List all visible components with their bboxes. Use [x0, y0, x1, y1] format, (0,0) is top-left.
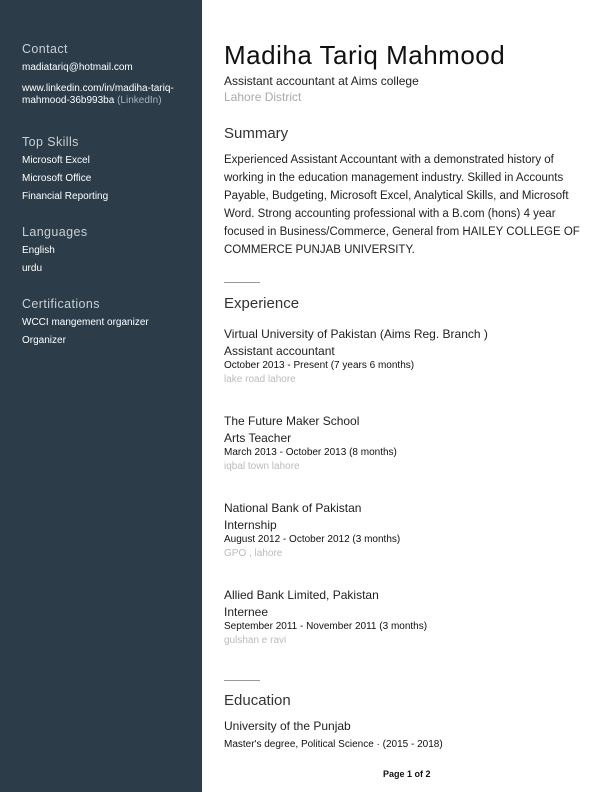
- experience-location: GPO , lahore: [224, 548, 283, 559]
- linkedin-link[interactable]: [22, 83, 197, 107]
- experience-org: Allied Bank Limited, Pakistan: [224, 588, 379, 602]
- linkedin-url-line1: www.linkedin.com/in/madiha-tariq-: [22, 83, 174, 94]
- experience-location: gulshan e ravi: [224, 635, 287, 646]
- experience-role: Internship: [224, 518, 277, 532]
- skill-item: Financial Reporting: [22, 191, 109, 202]
- certifications-section: [22, 297, 197, 353]
- experience-dates: August 2012 - October 2012 (3 months): [224, 534, 401, 545]
- section-divider: [224, 282, 260, 283]
- experience-dates: September 2011 - November 2011 (3 months): [224, 621, 428, 632]
- education-school: University of the Punjab: [224, 719, 351, 733]
- language-item: urdu: [22, 263, 43, 274]
- person-name: Madiha Tariq Mahmood: [224, 40, 506, 70]
- contact-section: [22, 42, 197, 113]
- experience-role: Arts Teacher: [224, 431, 292, 445]
- section-divider: [224, 680, 260, 681]
- language-item: English: [22, 245, 55, 256]
- education-degree: Master's degree, Political Science · (2015 - 2018): [224, 739, 443, 750]
- summary-text: Experienced Assistant Accountant with a demonstrated history of working in the education management industry. Skilled in Accounts Payable, Budgeting, Microsoft Excel, Analytical Skills, and Microsoft Word. Strong accounting professional with a B.com (hons) 4 year focused in Business/Commerce, General from HAILEY COLLEGE OF COMMERCE PUNJAB UNIVERSITY.: [224, 154, 580, 256]
- experience-location: iqbal town lahore: [224, 461, 300, 472]
- top-skills-heading: Top Skills: [22, 135, 79, 149]
- email-link[interactable]: madiatariq@hotmail.com: [22, 62, 133, 73]
- certification-item: WCCI mangement organizer: [22, 317, 149, 328]
- summary-heading: Summary: [224, 125, 289, 142]
- page-number: Page 1 of 2: [383, 769, 431, 779]
- experience-org: Virtual University of Pakistan (Aims Reg. Branch ): [224, 327, 488, 341]
- certification-item: Organizer: [22, 335, 66, 346]
- experience-org: The Future Maker School: [224, 414, 360, 428]
- sidebar: [0, 0, 202, 792]
- languages-section: [22, 225, 197, 281]
- experience-role: Assistant accountant: [224, 344, 335, 358]
- top-skills-section: [22, 135, 197, 209]
- experience-heading: Experience: [224, 295, 300, 312]
- location: Lahore District: [224, 90, 302, 104]
- skill-item: Microsoft Excel: [22, 155, 90, 166]
- experience-role: Internee: [224, 605, 269, 619]
- linkedin-label: (LinkedIn): [117, 95, 162, 106]
- headline: Assistant accountant at Aims college: [224, 74, 419, 88]
- contact-heading: Contact: [22, 42, 68, 56]
- certifications-heading: Certifications: [22, 297, 100, 311]
- languages-heading: Languages: [22, 225, 88, 239]
- education-heading: Education: [224, 692, 291, 709]
- experience-location: lake road lahore: [224, 374, 296, 385]
- linkedin-url-line2: mahmood-36b993ba: [22, 95, 115, 106]
- skill-item: Microsoft Office: [22, 173, 92, 184]
- experience-org: National Bank of Pakistan: [224, 501, 362, 515]
- experience-dates: October 2013 - Present (7 years 6 months): [224, 360, 415, 371]
- experience-dates: March 2013 - October 2013 (8 months): [224, 447, 397, 458]
